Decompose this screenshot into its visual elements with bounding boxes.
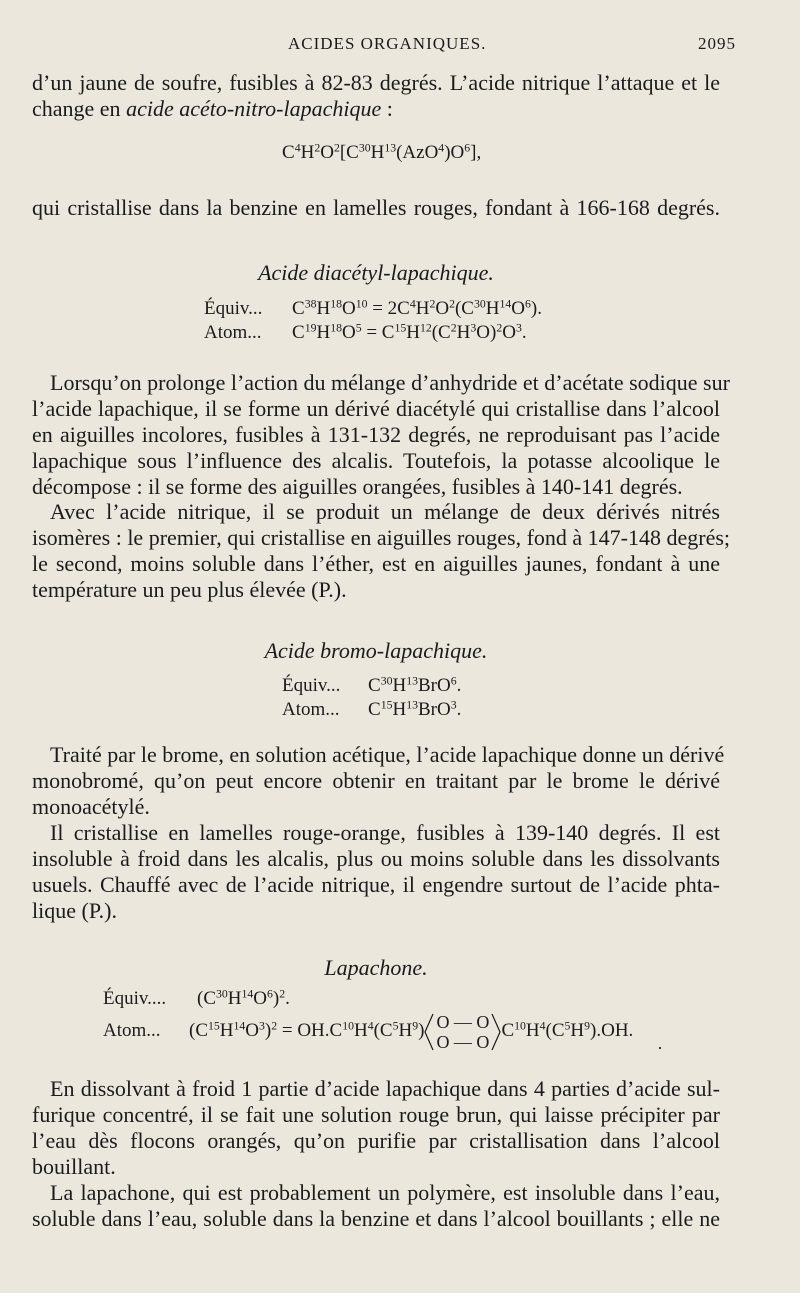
bridge-top: O — O — [436, 1011, 490, 1032]
text-line: monobromé, qu’on peut encore obtenir en traitant par le brome le dérivé — [32, 768, 720, 793]
chapter-title: ACIDES ORGANIQUES. — [288, 34, 487, 53]
formula-body: $(C^{15}H^{14}O^3)^2 = OH.C^{10}H^4(C^5H^9)$ — [189, 1019, 425, 1041]
text-line: Lorsqu’on prolonge l’action du mélange d’anhydride et d’acétate sodique sur — [50, 370, 730, 395]
text-line: isomères : le premier, qui cristallise en aiguilles rouges, fond à 147-148 degrés; — [32, 525, 731, 550]
chemical-formula: $C^4H^2O^2[C^{30}H^{13}(AzO^4)O^6]$, — [282, 141, 482, 163]
text-line: insoluble à froid dans les alcalis, plus ou moins soluble dans les dissolvants — [32, 846, 720, 871]
print-speck: · — [657, 1038, 663, 1058]
text-line: monoacétylé. — [32, 794, 150, 819]
section-heading: Acide bromo-lapachique. — [264, 638, 488, 663]
text-line: lapachique sous l’influence des alcalis. Toutefois, la potasse alcoolique le — [32, 448, 720, 473]
text-line: en aiguilles incolores, fusibles à 131-132 degrés, ne reproduisant pas l’acide — [32, 422, 720, 447]
formula-label: Équiv.... — [103, 988, 167, 1009]
text-line: usuels. Chauffé avec de l’acide nitrique, il engendre surtout de l’acide phta- — [32, 872, 720, 897]
bond-bracket-left — [424, 1012, 434, 1052]
atom-formula — [103, 1008, 633, 1054]
formula-body: $C^{38}H^{18}O^{10} = 2C^4H^2O^2(C^{30}H^{14}O^6)$. — [292, 297, 542, 319]
atom-formula — [282, 697, 461, 723]
formula-body: $(C^{30}H^{14}O^6)^2$. — [197, 987, 290, 1009]
bond-bracket-right — [491, 1012, 501, 1052]
running-header — [0, 34, 800, 58]
text-line: soluble dans l’eau, soluble dans la benzine et dans l’alcool bouillants ; elle ne — [32, 1206, 720, 1231]
text-line — [32, 94, 720, 124]
formula-label: Atom... — [282, 699, 340, 720]
text-line: Avec l’acide nitrique, il se produit un mélange de deux dérivés nitrés — [50, 499, 720, 524]
text-line: l’acide lapachique, il se forme un dérivé diacétylé qui cristallise dans l’alcool — [32, 396, 720, 421]
formula-body: $C^{19}H^{18}O^5 = C^{15}H^{12}(C^2H^3O)^2O^3$. — [292, 321, 527, 343]
peroxide-bridge — [436, 1012, 489, 1052]
text-line: Il cristallise en lamelles rouge-orange, fusibles à 139-140 degrés. Il est — [50, 820, 720, 845]
section-heading: Lapachone. — [324, 955, 428, 980]
bridge-bottom: O — O — [436, 1031, 490, 1052]
formula-body: $C^{30}H^{13}BrO^6$. — [368, 674, 462, 696]
text-line: le second, moins soluble dans l’éther, est en aiguilles jaunes, fondant à une — [32, 551, 720, 576]
text-line: l’eau dès flocons orangés, qu’on purifie par cristallisation dans l’alcool — [32, 1128, 720, 1153]
text-line: bouillant. — [32, 1154, 116, 1179]
formula-body: $C^{10}H^4(C^5H^9).OH$. — [501, 1019, 634, 1041]
equiv-formula — [204, 296, 542, 322]
text-line: Traité par le brome, en solution acétique, l’acide lapachique donne un dérivé — [50, 742, 725, 767]
equiv-formula — [282, 673, 461, 699]
formula-label: Équiv... — [204, 298, 263, 319]
formula-label: Atom... — [204, 322, 262, 343]
formula-label: Atom... — [103, 1020, 161, 1041]
atom-formula — [204, 320, 527, 346]
text-line: température un peu plus élevée (P.). — [32, 577, 347, 602]
text-line: d’un jaune de soufre, fusibles à 82-83 degrés. L’acide nitrique l’attaque et le — [32, 70, 720, 95]
section-heading: Acide diacétyl-lapachique. — [258, 260, 494, 285]
text-line: décompose : il se forme des aiguilles orangées, fusibles à 140-141 degrés. — [32, 474, 683, 499]
text-span: : — [381, 96, 393, 121]
text-line: qui cristallise dans la benzine en lamelles rouges, fondant à 166-168 degrés. — [32, 195, 720, 220]
page-number: 2095 — [698, 34, 736, 53]
formula-label: Équiv... — [282, 675, 341, 696]
text-span: change en — [32, 96, 127, 121]
compound-name: acide acéto-nitro-lapachique — [126, 96, 382, 121]
text-line: furique concentré, il se fait une solution rouge brun, qui laisse précipiter par — [32, 1102, 720, 1127]
text-line: En dissolvant à froid 1 partie d’acide lapachique dans 4 parties d’acide sul- — [50, 1076, 720, 1101]
text-line: lique (P.). — [32, 898, 117, 923]
formula-body: $C^{15}H^{13}BrO^3$. — [368, 698, 462, 720]
text-line: La lapachone, qui est probablement un polymère, est insoluble dans l’eau, — [50, 1180, 720, 1205]
